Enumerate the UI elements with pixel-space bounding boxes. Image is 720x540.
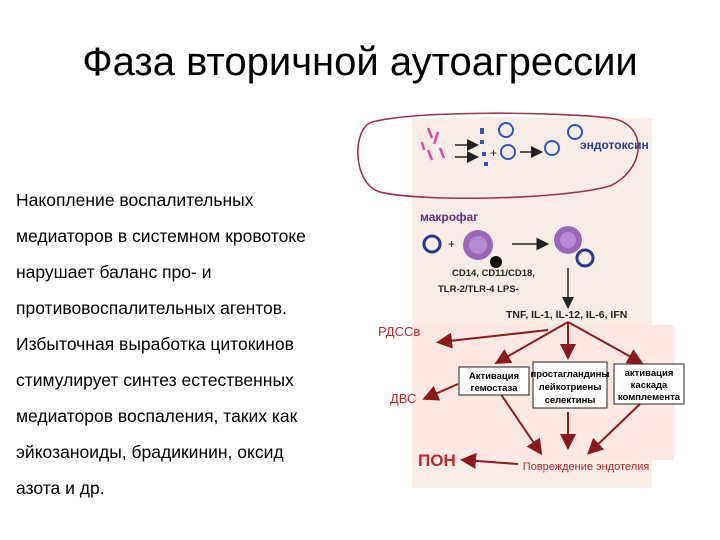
svg-text:комплемента: комплемента — [617, 392, 681, 403]
prostaglandins-box — [531, 362, 610, 408]
paragraph-line: медиаторов в системном кровотоке — [16, 226, 306, 246]
cytokines-label: TNF, IL-1, IL-12, IL-6, IFN — [506, 309, 628, 321]
paragraph-line: Накопление воспалительных — [16, 190, 254, 210]
svg-text:простагландины: простагландины — [530, 369, 610, 380]
svg-text:гемостаза: гемостаза — [470, 383, 518, 394]
macrophage-label: макрофаг — [420, 210, 479, 224]
endotoxin-label: эндотоксин — [580, 138, 649, 152]
endothelium-label: Повреждение эндотелия — [522, 461, 650, 473]
svg-text:каскада: каскада — [630, 380, 668, 391]
paragraph-line: противовоспалительных агентов. — [16, 298, 287, 318]
receptors-label: CD14, CD11/CD18, — [452, 268, 535, 279]
svg-text:+: + — [448, 237, 456, 251]
svg-text:+: + — [490, 146, 498, 160]
slide-title: Фаза вторичной аутоагрессии — [82, 40, 638, 84]
paragraph-line: нарушает баланс про- и — [16, 262, 212, 282]
mof-label: ПОН — [418, 451, 456, 470]
receptors-label: TLR-2/TLR-4 LPS- — [438, 284, 519, 295]
complement-box — [614, 364, 684, 404]
paragraph-line: азота и др. — [16, 478, 105, 498]
paragraph-line: медиаторов воспаления, таких как — [16, 406, 298, 426]
paragraph-line: Избыточная выработка цитокинов — [16, 334, 294, 354]
svg-text:селектины: селектины — [544, 395, 596, 406]
svg-text:Активация: Активация — [468, 371, 520, 382]
svg-text:лейкотриены: лейкотриены — [538, 382, 602, 393]
hemostasis-box — [459, 367, 529, 395]
dic-label: ДВС — [390, 391, 417, 406]
paragraph-line: эйкозаноиды, брадикинин, оксид — [16, 442, 284, 462]
ards-label: РДССв — [378, 324, 421, 339]
paragraph-line: стимулирует синтез естественных — [16, 370, 294, 390]
svg-text:активация: активация — [624, 368, 674, 379]
